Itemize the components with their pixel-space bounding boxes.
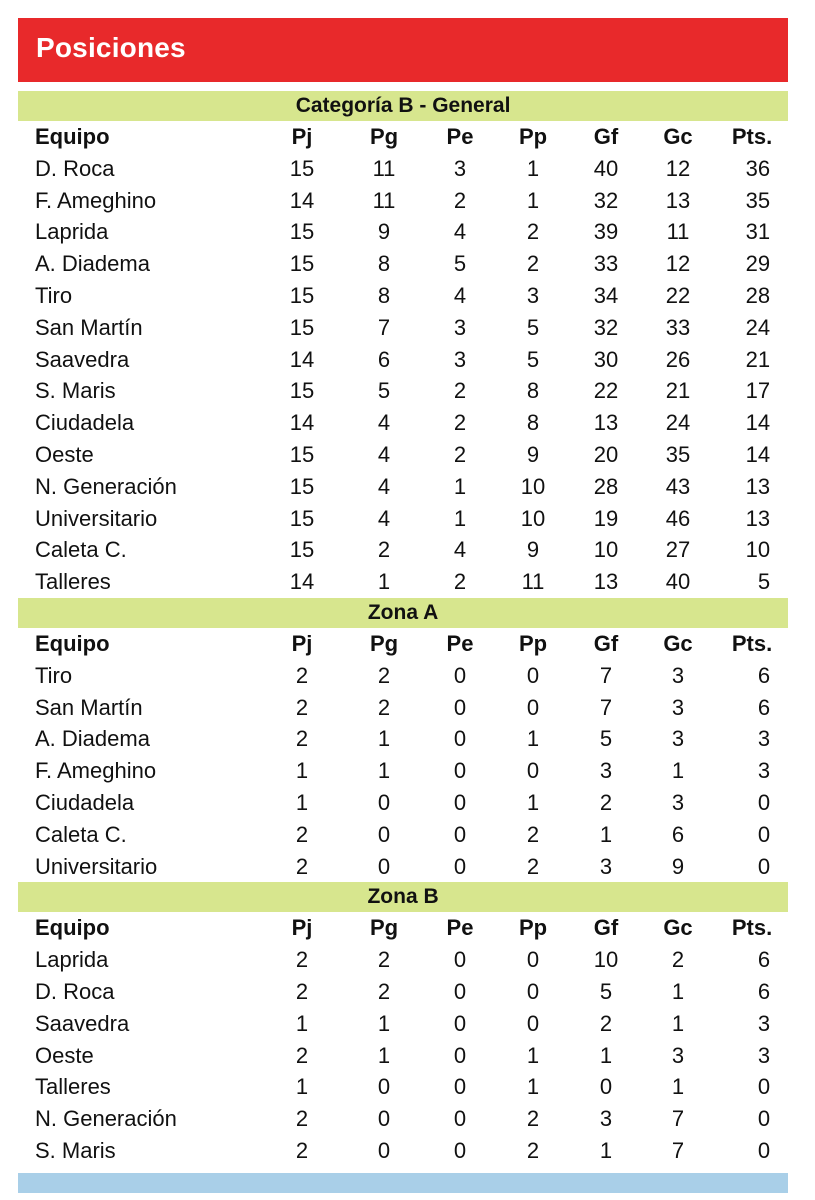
- cell-gc: 3: [671, 726, 685, 752]
- cell-gc: 3: [671, 789, 685, 815]
- cell-pe: 4: [453, 282, 467, 308]
- page-title: Posiciones: [36, 32, 186, 63]
- cell-pj: 2: [295, 662, 309, 688]
- table-row: [18, 755, 788, 787]
- cell-pg: 2: [377, 978, 391, 1004]
- cell-gc: 1: [671, 1074, 685, 1100]
- cell-gf: 13: [593, 569, 619, 595]
- cell-team: Universitario: [35, 853, 158, 879]
- cell-pe: 2: [453, 410, 467, 436]
- column-header-pts: Pts.: [731, 124, 773, 149]
- cell-gc: 1: [671, 978, 685, 1004]
- cell-pp: 0: [526, 978, 540, 1004]
- cell-team: A. Diadema: [35, 251, 150, 277]
- cell-pe: 0: [453, 853, 467, 879]
- cell-gf: 1: [599, 1137, 613, 1163]
- cell-pp: 1: [526, 1042, 540, 1068]
- cell-pts: 0: [757, 1137, 771, 1163]
- cell-gf: 30: [593, 346, 619, 372]
- cell-pj: 2: [295, 821, 309, 847]
- cell-pts: 35: [745, 187, 771, 213]
- column-header-row: [18, 121, 788, 153]
- cell-pts: 14: [745, 441, 771, 467]
- cell-pts: 13: [745, 473, 771, 499]
- cell-pj: 15: [289, 282, 315, 308]
- cell-gf: 32: [593, 314, 619, 340]
- cell-gf: 5: [599, 726, 613, 752]
- table-row: [18, 344, 788, 376]
- column-header-pe: Pe: [446, 630, 474, 656]
- cell-gc: 6: [671, 821, 685, 847]
- cell-pg: 0: [377, 1106, 391, 1132]
- cell-team: Talleres: [35, 569, 111, 595]
- cell-team: A. Diadema: [35, 726, 150, 752]
- cell-team: Saavedra: [35, 1010, 130, 1036]
- cell-pj: 2: [295, 726, 309, 752]
- section-header: [18, 882, 788, 912]
- cell-gc: 40: [665, 569, 691, 595]
- cell-gf: 2: [599, 1010, 613, 1036]
- table-row: [18, 280, 788, 312]
- cell-pts: 21: [745, 346, 771, 372]
- cell-pg: 4: [377, 505, 391, 531]
- cell-gc: 3: [671, 694, 685, 720]
- cell-pp: 11: [521, 569, 545, 595]
- cell-gf: 28: [593, 473, 619, 499]
- column-header-pj: Pj: [291, 630, 313, 656]
- cell-team: F. Ameghino: [35, 758, 157, 784]
- cell-gc: 21: [665, 378, 691, 404]
- cell-pp: 0: [526, 694, 540, 720]
- cell-pts: 31: [745, 219, 771, 245]
- table-row: [18, 1135, 788, 1167]
- cell-pg: 0: [377, 1137, 391, 1163]
- table-row: [18, 819, 788, 851]
- cell-gc: 24: [665, 410, 691, 436]
- cell-pe: 0: [453, 947, 467, 973]
- column-header-pe: Pe: [446, 915, 474, 941]
- column-header-row: [18, 912, 788, 944]
- standings-table: [18, 91, 788, 1167]
- cell-pg: 5: [377, 378, 391, 404]
- cell-gf: 39: [593, 219, 619, 245]
- cell-team: S. Maris: [35, 1137, 116, 1163]
- cell-team: Caleta C.: [35, 821, 127, 847]
- cell-pj: 2: [295, 853, 309, 879]
- cell-pp: 0: [526, 1010, 540, 1036]
- cell-pj: 14: [289, 187, 315, 213]
- cell-pe: 0: [453, 1106, 467, 1132]
- cell-team: Tiro: [35, 662, 73, 688]
- cell-pg: 0: [377, 789, 391, 815]
- cell-pts: 3: [757, 1010, 771, 1036]
- cell-gc: 13: [665, 187, 691, 213]
- cell-pj: 2: [295, 1137, 309, 1163]
- cell-pg: 0: [377, 821, 391, 847]
- cell-pp: 9: [526, 537, 540, 563]
- cell-gc: 26: [665, 346, 691, 372]
- cell-team: Tiro: [35, 282, 73, 308]
- cell-gf: 22: [593, 378, 619, 404]
- table-row: [18, 851, 788, 883]
- cell-team: Ciudadela: [35, 789, 135, 815]
- table-row: [18, 185, 788, 217]
- section-title: Zona B: [18, 882, 788, 912]
- cell-pj: 2: [295, 1106, 309, 1132]
- column-header-pp: Pp: [518, 630, 548, 656]
- cell-pp: 8: [526, 410, 540, 436]
- cell-pp: 1: [526, 187, 540, 213]
- cell-pg: 1: [377, 569, 391, 595]
- cell-gf: 20: [593, 441, 619, 467]
- cell-gc: 43: [665, 473, 691, 499]
- cell-gc: 3: [671, 662, 685, 688]
- cell-pp: 2: [526, 1106, 540, 1132]
- cell-pg: 1: [377, 1042, 391, 1068]
- cell-gf: 3: [599, 1106, 613, 1132]
- cell-pts: 6: [757, 978, 771, 1004]
- cell-team: San Martín: [35, 314, 143, 340]
- cell-pe: 0: [453, 662, 467, 688]
- cell-pe: 1: [453, 505, 467, 531]
- column-header-gc: Gc: [663, 915, 693, 941]
- cell-pe: 2: [453, 378, 467, 404]
- cell-pts: 17: [745, 378, 771, 404]
- table-row: [18, 660, 788, 692]
- column-header-pg: Pg: [369, 915, 399, 941]
- cell-pg: 2: [377, 694, 391, 720]
- cell-gc: 9: [671, 853, 685, 879]
- cell-gc: 22: [665, 282, 691, 308]
- cell-pe: 4: [453, 219, 467, 245]
- cell-pg: 6: [377, 346, 391, 372]
- cell-pj: 15: [289, 505, 315, 531]
- cell-pe: 0: [453, 978, 467, 1004]
- title-banner: [18, 18, 788, 82]
- cell-pj: 15: [289, 251, 315, 277]
- cell-pe: 3: [453, 346, 467, 372]
- cell-pts: 6: [757, 947, 771, 973]
- cell-team: D. Roca: [35, 155, 115, 181]
- cell-gf: 32: [593, 187, 619, 213]
- cell-pts: 24: [745, 314, 771, 340]
- cell-pp: 0: [526, 662, 540, 688]
- cell-gf: 1: [599, 821, 613, 847]
- cell-gc: 1: [671, 758, 685, 784]
- table-row: [18, 407, 788, 439]
- cell-team: Laprida: [35, 947, 109, 973]
- column-header-team: Equipo: [35, 630, 110, 656]
- cell-gf: 2: [599, 789, 613, 815]
- cell-pg: 4: [377, 441, 391, 467]
- cell-pe: 0: [453, 1042, 467, 1068]
- cell-pe: 0: [453, 694, 467, 720]
- table-row: [18, 471, 788, 503]
- cell-gf: 34: [593, 282, 619, 308]
- cell-pts: 3: [757, 758, 771, 784]
- cell-pg: 2: [377, 662, 391, 688]
- cell-pg: 9: [377, 219, 391, 245]
- cell-team: Caleta C.: [35, 537, 127, 563]
- cell-pg: 2: [377, 537, 391, 563]
- cell-gf: 0: [599, 1074, 613, 1100]
- cell-pts: 0: [757, 1074, 771, 1100]
- cell-pj: 15: [289, 537, 315, 563]
- cell-pts: 0: [757, 853, 771, 879]
- cell-gc: 46: [665, 505, 691, 531]
- table-row: [18, 976, 788, 1008]
- cell-pj: 15: [289, 314, 315, 340]
- cell-pp: 5: [526, 314, 540, 340]
- cell-pp: 1: [526, 1074, 540, 1100]
- cell-pe: 0: [453, 726, 467, 752]
- section-header: [18, 598, 788, 628]
- cell-pe: 0: [453, 1010, 467, 1036]
- cell-pj: 15: [289, 219, 315, 245]
- table-row: [18, 1040, 788, 1072]
- cell-pts: 0: [757, 789, 771, 815]
- cell-pp: 10: [520, 473, 546, 499]
- table-row: [18, 692, 788, 724]
- cell-pts: 6: [757, 694, 771, 720]
- column-header-row: [18, 628, 788, 660]
- cell-gc: 2: [671, 947, 685, 973]
- cell-pj: 15: [289, 473, 315, 499]
- standings-table-wrapper: [18, 91, 788, 1167]
- column-header-gf: Gf: [593, 124, 619, 149]
- cell-gf: 5: [599, 978, 613, 1004]
- cell-pp: 2: [526, 853, 540, 879]
- cell-team: San Martín: [35, 694, 143, 720]
- cell-gc: 7: [671, 1137, 685, 1163]
- cell-pg: 8: [377, 282, 391, 308]
- cell-team: N. Generación: [35, 473, 177, 499]
- cell-team: N. Generación: [35, 1106, 177, 1132]
- cell-gc: 35: [665, 441, 691, 467]
- table-row: [18, 375, 788, 407]
- cell-pj: 2: [295, 978, 309, 1004]
- cell-pj: 14: [289, 410, 315, 436]
- table-row: [18, 248, 788, 280]
- cell-pe: 5: [453, 251, 467, 277]
- cell-team: Universitario: [35, 505, 158, 531]
- table-row: [18, 1008, 788, 1040]
- standings-table-body: [18, 91, 788, 1167]
- cell-team: Talleres: [35, 1074, 111, 1100]
- cell-pp: 5: [526, 346, 540, 372]
- cell-gc: 3: [671, 1042, 685, 1068]
- cell-gf: 7: [599, 662, 613, 688]
- cell-pe: 2: [453, 441, 467, 467]
- cell-pg: 11: [372, 187, 396, 213]
- cell-pe: 0: [453, 1074, 467, 1100]
- cell-pj: 1: [295, 789, 309, 815]
- cell-team: D. Roca: [35, 978, 115, 1004]
- cell-pp: 0: [526, 947, 540, 973]
- column-header-gc: Gc: [663, 124, 693, 149]
- cell-gc: 27: [665, 537, 691, 563]
- cell-gc: 33: [665, 314, 691, 340]
- cell-pp: 10: [520, 505, 546, 531]
- cell-pts: 10: [745, 537, 771, 563]
- column-header-pe: Pe: [446, 124, 474, 149]
- cell-pts: 0: [757, 1106, 771, 1132]
- table-row: [18, 439, 788, 471]
- cell-pts: 13: [745, 505, 771, 531]
- cell-pts: 0: [757, 821, 771, 847]
- column-header-pj: Pj: [291, 915, 313, 941]
- cell-pj: 15: [289, 378, 315, 404]
- cell-pj: 1: [295, 1074, 309, 1100]
- table-row: [18, 1071, 788, 1103]
- cell-pj: 14: [289, 569, 315, 595]
- section-title: Zona A: [18, 598, 788, 628]
- cell-pe: 0: [453, 789, 467, 815]
- column-header-pts: Pts.: [731, 915, 773, 941]
- cell-pp: 1: [526, 789, 540, 815]
- column-header-team: Equipo: [35, 915, 110, 941]
- cell-pe: 0: [453, 821, 467, 847]
- cell-pj: 15: [289, 441, 315, 467]
- cell-pj: 2: [295, 947, 309, 973]
- cell-pts: 3: [757, 1042, 771, 1068]
- cell-team: Saavedra: [35, 346, 130, 372]
- cell-gf: 40: [593, 155, 619, 181]
- table-row: [18, 944, 788, 976]
- cell-pe: 1: [453, 473, 467, 499]
- column-header-gf: Gf: [593, 915, 619, 941]
- table-row: [18, 153, 788, 185]
- cell-pts: 3: [757, 726, 771, 752]
- section-title: Categoría B - General: [18, 91, 788, 121]
- cell-pj: 1: [295, 1010, 309, 1036]
- table-row: [18, 216, 788, 248]
- cell-pe: 3: [453, 314, 467, 340]
- cell-team: Ciudadela: [35, 410, 135, 436]
- cell-team: Oeste: [35, 441, 94, 467]
- cell-pts: 6: [757, 662, 771, 688]
- cell-pe: 2: [453, 187, 467, 213]
- cell-pg: 8: [377, 251, 391, 277]
- cell-gc: 12: [665, 251, 691, 277]
- cell-pts: 14: [745, 410, 771, 436]
- cell-pp: 2: [526, 1137, 540, 1163]
- cell-pg: 0: [377, 853, 391, 879]
- column-header-pts: Pts.: [731, 630, 773, 656]
- cell-pts: 36: [745, 155, 771, 181]
- column-header-pp: Pp: [518, 124, 548, 149]
- cell-pp: 2: [526, 219, 540, 245]
- column-header-gc: Gc: [663, 630, 693, 656]
- cell-team: S. Maris: [35, 378, 116, 404]
- cell-pe: 0: [453, 1137, 467, 1163]
- cell-pg: 7: [377, 314, 391, 340]
- cell-team: Laprida: [35, 219, 109, 245]
- cell-pg: 4: [377, 410, 391, 436]
- cell-pg: 11: [372, 155, 396, 181]
- cell-gf: 3: [599, 853, 613, 879]
- cell-pg: 1: [377, 1010, 391, 1036]
- table-row: [18, 723, 788, 755]
- cell-pts: 28: [745, 282, 771, 308]
- cell-gf: 3: [599, 758, 613, 784]
- cell-pj: 1: [295, 758, 309, 784]
- cell-gf: 13: [593, 410, 619, 436]
- table-row: [18, 787, 788, 819]
- cell-pg: 4: [377, 473, 391, 499]
- table-row: [18, 1103, 788, 1135]
- cell-pe: 4: [453, 537, 467, 563]
- cell-gf: 10: [593, 947, 619, 973]
- cell-pj: 2: [295, 694, 309, 720]
- cell-gf: 1: [599, 1042, 613, 1068]
- cell-pp: 9: [526, 441, 540, 467]
- table-row: [18, 312, 788, 344]
- cell-pe: 3: [453, 155, 467, 181]
- cell-pp: 2: [526, 821, 540, 847]
- cell-pe: 2: [453, 569, 467, 595]
- column-header-team: Equipo: [35, 124, 110, 149]
- cell-gc: 12: [665, 155, 691, 181]
- column-header-pg: Pg: [369, 124, 399, 149]
- cell-pts: 5: [757, 569, 771, 595]
- table-row: [18, 566, 788, 598]
- cell-pp: 2: [526, 251, 540, 277]
- cell-gf: 7: [599, 694, 613, 720]
- cell-pp: 1: [526, 155, 540, 181]
- cell-gc: 7: [671, 1106, 685, 1132]
- cell-pp: 3: [526, 282, 540, 308]
- cell-pg: 1: [377, 726, 391, 752]
- cell-team: Oeste: [35, 1042, 94, 1068]
- cell-pe: 0: [453, 758, 467, 784]
- column-header-gf: Gf: [593, 630, 619, 656]
- cell-team: F. Ameghino: [35, 187, 157, 213]
- cell-gc: 1: [671, 1010, 685, 1036]
- table-row: [18, 503, 788, 535]
- cell-gf: 33: [593, 251, 619, 277]
- cell-pts: 29: [745, 251, 771, 277]
- cell-pj: 2: [295, 1042, 309, 1068]
- cell-pg: 1: [377, 758, 391, 784]
- cell-pg: 2: [377, 947, 391, 973]
- cell-pj: 14: [289, 346, 315, 372]
- cell-pp: 8: [526, 378, 540, 404]
- cell-pp: 0: [526, 758, 540, 784]
- cell-pg: 0: [377, 1074, 391, 1100]
- cell-pj: 15: [289, 155, 315, 181]
- cell-gf: 10: [593, 537, 619, 563]
- cell-gc: 11: [666, 219, 690, 245]
- column-header-pp: Pp: [518, 915, 548, 941]
- cell-pp: 1: [526, 726, 540, 752]
- table-row: [18, 534, 788, 566]
- column-header-pg: Pg: [369, 630, 399, 656]
- cell-gf: 19: [593, 505, 619, 531]
- column-header-pj: Pj: [291, 124, 313, 149]
- section-header: [18, 91, 788, 121]
- footer-bar: [18, 1173, 788, 1193]
